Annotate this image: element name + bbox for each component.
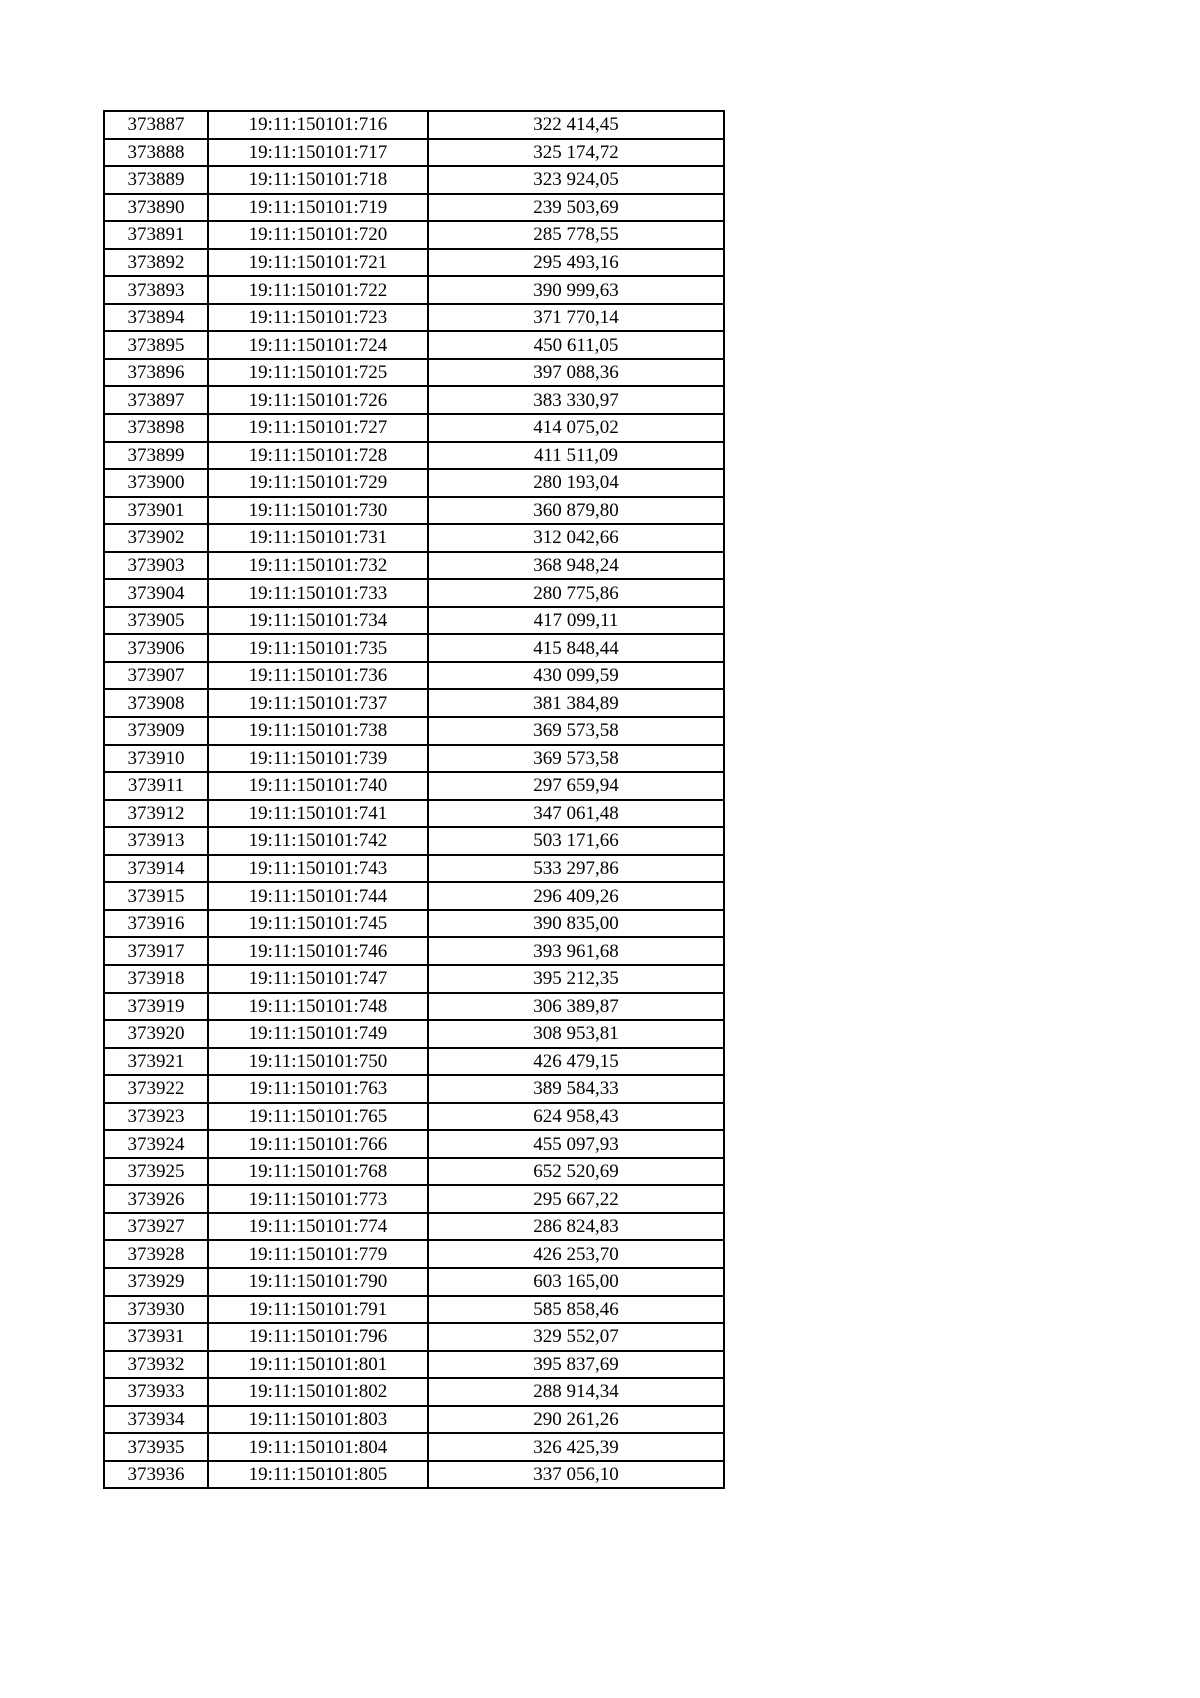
cell-id: 373893 bbox=[104, 276, 208, 304]
cell-cadastral-code: 19:11:150101:726 bbox=[208, 386, 428, 414]
cell-amount: 295 667,22 bbox=[428, 1185, 724, 1213]
table-row bbox=[104, 1240, 724, 1268]
cell-id: 373913 bbox=[104, 827, 208, 855]
table-row bbox=[104, 386, 724, 414]
table-row bbox=[104, 497, 724, 525]
table-row bbox=[104, 579, 724, 607]
cell-id: 373927 bbox=[104, 1213, 208, 1241]
cell-amount: 426 479,15 bbox=[428, 1048, 724, 1076]
cell-amount: 360 879,80 bbox=[428, 497, 724, 525]
cell-cadastral-code: 19:11:150101:716 bbox=[208, 111, 428, 139]
cell-cadastral-code: 19:11:150101:801 bbox=[208, 1351, 428, 1379]
cell-id: 373902 bbox=[104, 524, 208, 552]
cell-amount: 308 953,81 bbox=[428, 1020, 724, 1048]
cell-cadastral-code: 19:11:150101:743 bbox=[208, 855, 428, 883]
table-row bbox=[104, 276, 724, 304]
cell-id: 373931 bbox=[104, 1323, 208, 1351]
table-row bbox=[104, 827, 724, 855]
table-row bbox=[104, 194, 724, 222]
cell-id: 373896 bbox=[104, 359, 208, 387]
cell-amount: 603 165,00 bbox=[428, 1268, 724, 1296]
cell-amount: 296 409,26 bbox=[428, 882, 724, 910]
table-row bbox=[104, 304, 724, 332]
cell-cadastral-code: 19:11:150101:791 bbox=[208, 1296, 428, 1324]
table-row bbox=[104, 1048, 724, 1076]
cell-amount: 326 425,39 bbox=[428, 1433, 724, 1461]
cell-amount: 280 193,04 bbox=[428, 469, 724, 497]
cell-id: 373905 bbox=[104, 607, 208, 635]
cell-cadastral-code: 19:11:150101:719 bbox=[208, 194, 428, 222]
cell-amount: 371 770,14 bbox=[428, 304, 724, 332]
cell-cadastral-code: 19:11:150101:733 bbox=[208, 579, 428, 607]
cell-amount: 323 924,05 bbox=[428, 166, 724, 194]
cell-cadastral-code: 19:11:150101:796 bbox=[208, 1323, 428, 1351]
cell-cadastral-code: 19:11:150101:737 bbox=[208, 689, 428, 717]
cell-amount: 652 520,69 bbox=[428, 1158, 724, 1186]
cell-amount: 414 075,02 bbox=[428, 414, 724, 442]
table-row bbox=[104, 1296, 724, 1324]
cell-id: 373918 bbox=[104, 965, 208, 993]
table-row bbox=[104, 1020, 724, 1048]
table-row bbox=[104, 662, 724, 690]
cell-id: 373915 bbox=[104, 882, 208, 910]
cell-cadastral-code: 19:11:150101:732 bbox=[208, 552, 428, 580]
table-row bbox=[104, 1351, 724, 1379]
cell-id: 373930 bbox=[104, 1296, 208, 1324]
cell-amount: 322 414,45 bbox=[428, 111, 724, 139]
cell-id: 373890 bbox=[104, 194, 208, 222]
table-row bbox=[104, 1130, 724, 1158]
cell-id: 373904 bbox=[104, 579, 208, 607]
cell-cadastral-code: 19:11:150101:803 bbox=[208, 1406, 428, 1434]
cell-amount: 390 999,63 bbox=[428, 276, 724, 304]
cell-id: 373914 bbox=[104, 855, 208, 883]
table-row bbox=[104, 139, 724, 167]
cell-id: 373899 bbox=[104, 442, 208, 470]
cell-amount: 383 330,97 bbox=[428, 386, 724, 414]
cell-id: 373917 bbox=[104, 937, 208, 965]
cell-amount: 286 824,83 bbox=[428, 1213, 724, 1241]
cell-id: 373928 bbox=[104, 1240, 208, 1268]
cell-amount: 389 584,33 bbox=[428, 1075, 724, 1103]
table-row bbox=[104, 249, 724, 277]
cell-cadastral-code: 19:11:150101:722 bbox=[208, 276, 428, 304]
cell-amount: 450 611,05 bbox=[428, 331, 724, 359]
table-row bbox=[104, 607, 724, 635]
cell-amount: 297 659,94 bbox=[428, 772, 724, 800]
cell-cadastral-code: 19:11:150101:728 bbox=[208, 442, 428, 470]
table-row bbox=[104, 634, 724, 662]
cell-cadastral-code: 19:11:150101:805 bbox=[208, 1461, 428, 1489]
cell-amount: 393 961,68 bbox=[428, 937, 724, 965]
table-row bbox=[104, 1406, 724, 1434]
table-row bbox=[104, 1185, 724, 1213]
cell-cadastral-code: 19:11:150101:763 bbox=[208, 1075, 428, 1103]
cell-id: 373921 bbox=[104, 1048, 208, 1076]
cell-cadastral-code: 19:11:150101:766 bbox=[208, 1130, 428, 1158]
cell-cadastral-code: 19:11:150101:744 bbox=[208, 882, 428, 910]
cell-amount: 426 253,70 bbox=[428, 1240, 724, 1268]
cell-id: 373892 bbox=[104, 249, 208, 277]
cell-id: 373920 bbox=[104, 1020, 208, 1048]
records-table bbox=[103, 110, 725, 1489]
cell-amount: 455 097,93 bbox=[428, 1130, 724, 1158]
cell-amount: 295 493,16 bbox=[428, 249, 724, 277]
cell-id: 373933 bbox=[104, 1378, 208, 1406]
cell-amount: 390 835,00 bbox=[428, 910, 724, 938]
table-row bbox=[104, 745, 724, 773]
table-row bbox=[104, 1268, 724, 1296]
cell-id: 373898 bbox=[104, 414, 208, 442]
cell-cadastral-code: 19:11:150101:738 bbox=[208, 717, 428, 745]
cell-amount: 381 384,89 bbox=[428, 689, 724, 717]
cell-cadastral-code: 19:11:150101:749 bbox=[208, 1020, 428, 1048]
cell-cadastral-code: 19:11:150101:741 bbox=[208, 800, 428, 828]
cell-id: 373924 bbox=[104, 1130, 208, 1158]
cell-amount: 585 858,46 bbox=[428, 1296, 724, 1324]
cell-id: 373903 bbox=[104, 552, 208, 580]
table-row bbox=[104, 965, 724, 993]
cell-id: 373932 bbox=[104, 1351, 208, 1379]
cell-amount: 395 212,35 bbox=[428, 965, 724, 993]
table-row bbox=[104, 1323, 724, 1351]
table-row bbox=[104, 800, 724, 828]
table-row bbox=[104, 689, 724, 717]
cell-id: 373912 bbox=[104, 800, 208, 828]
table-row bbox=[104, 166, 724, 194]
cell-id: 373925 bbox=[104, 1158, 208, 1186]
cell-cadastral-code: 19:11:150101:746 bbox=[208, 937, 428, 965]
cell-id: 373910 bbox=[104, 745, 208, 773]
cell-cadastral-code: 19:11:150101:804 bbox=[208, 1433, 428, 1461]
cell-id: 373909 bbox=[104, 717, 208, 745]
cell-cadastral-code: 19:11:150101:750 bbox=[208, 1048, 428, 1076]
cell-amount: 369 573,58 bbox=[428, 745, 724, 773]
cell-amount: 285 778,55 bbox=[428, 221, 724, 249]
cell-cadastral-code: 19:11:150101:739 bbox=[208, 745, 428, 773]
cell-cadastral-code: 19:11:150101:734 bbox=[208, 607, 428, 635]
cell-cadastral-code: 19:11:150101:730 bbox=[208, 497, 428, 525]
cell-amount: 290 261,26 bbox=[428, 1406, 724, 1434]
cell-id: 373894 bbox=[104, 304, 208, 332]
cell-id: 373888 bbox=[104, 139, 208, 167]
table-row bbox=[104, 359, 724, 387]
cell-id: 373929 bbox=[104, 1268, 208, 1296]
cell-amount: 411 511,09 bbox=[428, 442, 724, 470]
cell-amount: 417 099,11 bbox=[428, 607, 724, 635]
cell-cadastral-code: 19:11:150101:723 bbox=[208, 304, 428, 332]
cell-cadastral-code: 19:11:150101:765 bbox=[208, 1103, 428, 1131]
table-row bbox=[104, 524, 724, 552]
cell-id: 373908 bbox=[104, 689, 208, 717]
cell-cadastral-code: 19:11:150101:721 bbox=[208, 249, 428, 277]
table-row bbox=[104, 882, 724, 910]
table-row bbox=[104, 1378, 724, 1406]
cell-id: 373923 bbox=[104, 1103, 208, 1131]
cell-id: 373900 bbox=[104, 469, 208, 497]
cell-amount: 337 056,10 bbox=[428, 1461, 724, 1489]
table-row bbox=[104, 993, 724, 1021]
table-row bbox=[104, 1461, 724, 1489]
cell-amount: 533 297,86 bbox=[428, 855, 724, 883]
cell-id: 373895 bbox=[104, 331, 208, 359]
cell-cadastral-code: 19:11:150101:735 bbox=[208, 634, 428, 662]
cell-id: 373906 bbox=[104, 634, 208, 662]
cell-id: 373891 bbox=[104, 221, 208, 249]
cell-id: 373936 bbox=[104, 1461, 208, 1489]
table-row bbox=[104, 221, 724, 249]
cell-amount: 329 552,07 bbox=[428, 1323, 724, 1351]
cell-amount: 306 389,87 bbox=[428, 993, 724, 1021]
table-row bbox=[104, 469, 724, 497]
cell-amount: 325 174,72 bbox=[428, 139, 724, 167]
table-row bbox=[104, 1075, 724, 1103]
cell-cadastral-code: 19:11:150101:748 bbox=[208, 993, 428, 1021]
cell-amount: 397 088,36 bbox=[428, 359, 724, 387]
cell-cadastral-code: 19:11:150101:731 bbox=[208, 524, 428, 552]
cell-cadastral-code: 19:11:150101:717 bbox=[208, 139, 428, 167]
cell-cadastral-code: 19:11:150101:736 bbox=[208, 662, 428, 690]
cell-cadastral-code: 19:11:150101:718 bbox=[208, 166, 428, 194]
cell-amount: 624 958,43 bbox=[428, 1103, 724, 1131]
table-row bbox=[104, 414, 724, 442]
cell-amount: 395 837,69 bbox=[428, 1351, 724, 1379]
cell-id: 373935 bbox=[104, 1433, 208, 1461]
cell-id: 373901 bbox=[104, 497, 208, 525]
cell-id: 373911 bbox=[104, 772, 208, 800]
cell-cadastral-code: 19:11:150101:747 bbox=[208, 965, 428, 993]
cell-id: 373919 bbox=[104, 993, 208, 1021]
cell-cadastral-code: 19:11:150101:727 bbox=[208, 414, 428, 442]
cell-amount: 239 503,69 bbox=[428, 194, 724, 222]
cell-cadastral-code: 19:11:150101:774 bbox=[208, 1213, 428, 1241]
cell-cadastral-code: 19:11:150101:740 bbox=[208, 772, 428, 800]
cell-amount: 503 171,66 bbox=[428, 827, 724, 855]
cell-cadastral-code: 19:11:150101:720 bbox=[208, 221, 428, 249]
cell-cadastral-code: 19:11:150101:768 bbox=[208, 1158, 428, 1186]
cell-id: 373907 bbox=[104, 662, 208, 690]
cell-amount: 288 914,34 bbox=[428, 1378, 724, 1406]
cell-cadastral-code: 19:11:150101:745 bbox=[208, 910, 428, 938]
cell-amount: 369 573,58 bbox=[428, 717, 724, 745]
cell-id: 373897 bbox=[104, 386, 208, 414]
table-row bbox=[104, 937, 724, 965]
cell-cadastral-code: 19:11:150101:742 bbox=[208, 827, 428, 855]
cell-cadastral-code: 19:11:150101:724 bbox=[208, 331, 428, 359]
table-row bbox=[104, 910, 724, 938]
table-row bbox=[104, 855, 724, 883]
cell-id: 373916 bbox=[104, 910, 208, 938]
table-row bbox=[104, 1158, 724, 1186]
cell-cadastral-code: 19:11:150101:779 bbox=[208, 1240, 428, 1268]
cell-amount: 368 948,24 bbox=[428, 552, 724, 580]
table-row bbox=[104, 772, 724, 800]
cell-amount: 280 775,86 bbox=[428, 579, 724, 607]
cell-id: 373887 bbox=[104, 111, 208, 139]
cell-id: 373926 bbox=[104, 1185, 208, 1213]
cell-amount: 347 061,48 bbox=[428, 800, 724, 828]
table-row bbox=[104, 111, 724, 139]
cell-amount: 415 848,44 bbox=[428, 634, 724, 662]
table-row bbox=[104, 331, 724, 359]
table-row bbox=[104, 1103, 724, 1131]
cell-amount: 430 099,59 bbox=[428, 662, 724, 690]
cell-amount: 312 042,66 bbox=[428, 524, 724, 552]
table-row bbox=[104, 442, 724, 470]
cell-cadastral-code: 19:11:150101:773 bbox=[208, 1185, 428, 1213]
cell-id: 373922 bbox=[104, 1075, 208, 1103]
table-row bbox=[104, 1213, 724, 1241]
table-row bbox=[104, 1433, 724, 1461]
cell-cadastral-code: 19:11:150101:802 bbox=[208, 1378, 428, 1406]
cell-id: 373889 bbox=[104, 166, 208, 194]
table-row bbox=[104, 552, 724, 580]
cell-cadastral-code: 19:11:150101:790 bbox=[208, 1268, 428, 1296]
cell-cadastral-code: 19:11:150101:725 bbox=[208, 359, 428, 387]
cell-id: 373934 bbox=[104, 1406, 208, 1434]
table-row bbox=[104, 717, 724, 745]
records-table-body bbox=[104, 111, 724, 1488]
cell-cadastral-code: 19:11:150101:729 bbox=[208, 469, 428, 497]
